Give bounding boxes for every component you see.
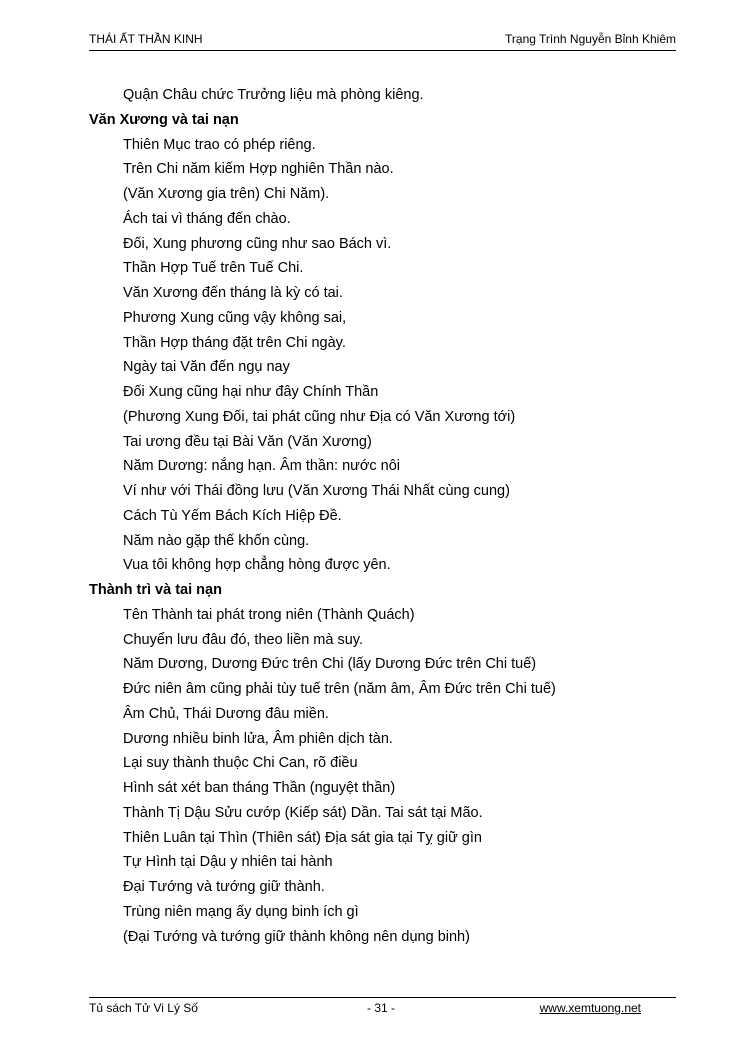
verse-line: Đại Tướng và tướng giữ thành. [123,879,325,895]
verse-line: Thiên Luân tại Thìn (Thiên sát) Địa sát gia tại Tỵ giữ gìn [123,829,482,846]
footer-divider [89,997,676,998]
verse-line: Đối Xung cũng hại như đây Chính Thần [123,384,379,400]
verse-line: Tự Hình tại Dậu y nhiên tai hành [123,854,333,871]
verse-line: Thần Hợp Tuế trên Tuế Chi. [123,260,304,277]
verse-line: Trên Chi năm kiếm Hợp nghiên Thần nào. [123,161,394,178]
verse-line: Ngày tai Văn đến ngụ nay [123,359,290,376]
verse-line: Thành Tị Dậu Sửu cướp (Kiếp sát) Dần. Tai sát tại Mão. [123,804,483,821]
footer-series-title: Tủ sách Tử Vi Lý Số [89,1001,198,1015]
verse-line: (Phương Xung Đối, tai phát cũng như Địa có Văn Xương tới) [123,408,516,425]
verse-line: Hình sát xét ban tháng Thần (nguyệt thần) [123,780,396,796]
verse-line: Dương nhiều binh lửa, Âm phiên dịch tàn. [123,730,393,747]
page-footer [89,1001,676,1017]
verse-line: Đức niên âm cũng phải tùy tuế trên (năm âm, Âm Đức trên Chi tuế) [123,681,556,697]
verse-line: Năm Dương: nắng hạn. Âm thần: nước nôi [123,458,401,475]
verse-line: Văn Xương đến tháng là kỳ có tai. [123,285,343,301]
verse-line: Trùng niên mạng ấy dụng binh ích gì [123,903,359,920]
footer-website-link[interactable]: www.xemtuong.net [539,1001,641,1015]
verse-line: Thần Hợp tháng đặt trên Chi ngày. [123,334,346,351]
header-author: Trạng Trình Nguyễn Bỉnh Khiêm [505,32,676,46]
page-number: - 31 - [367,1001,396,1015]
page-header [89,32,676,48]
verse-line: Đối, Xung phương cũng như sao Bách vì. [123,235,392,252]
verse-line: Năm Dương, Dương Đức trên Chi (lấy Dương Đức trên Chi tuế) [123,656,537,673]
section-heading: Văn Xương và tai nạn [89,111,239,128]
verse-line: Năm nào gặp thế khốn cùng. [123,532,310,549]
verse-line: Quận Châu chức Trưởng liệu mà phòng kiêng. [123,87,424,103]
section-heading: Thành trì và tai nạn [89,582,222,598]
verse-line: Lại suy thành thuộc Chi Can, rõ điều [123,755,358,772]
verse-line: Chuyển lưu đâu đó, theo liền mà suy. [123,631,363,648]
verse-line: (Văn Xương gia trên) Chi Năm). [123,186,330,202]
header-divider [89,50,676,51]
page-body [89,83,689,949]
verse-line: (Đại Tướng và tướng giữ thành không nên dụng binh) [123,928,470,945]
verse-line: Cách Tù Yếm Bách Kích Hiệp Đề. [123,507,342,524]
verse-line: Ví như với Thái đồng lưu (Văn Xương Thái Nhất cùng cung) [123,483,510,499]
verse-line: Tên Thành tai phát trong niên (Thành Quách) [123,606,415,623]
header-book-title: THÁI ẤT THẦN KINH [89,32,203,46]
verse-line: Vua tôi không hợp chẳng hòng được yên. [123,557,391,574]
verse-line: Ách tai vì tháng đến chào. [123,210,291,227]
verse-line: Tai ương đều tại Bài Văn (Văn Xương) [123,433,372,450]
verse-line: Thiên Mục trao có phép riêng. [123,136,316,153]
verse-line: Âm Chủ, Thái Dương đâu miền. [123,705,329,722]
verse-line: Phương Xung cũng vậy không sai, [123,309,347,326]
